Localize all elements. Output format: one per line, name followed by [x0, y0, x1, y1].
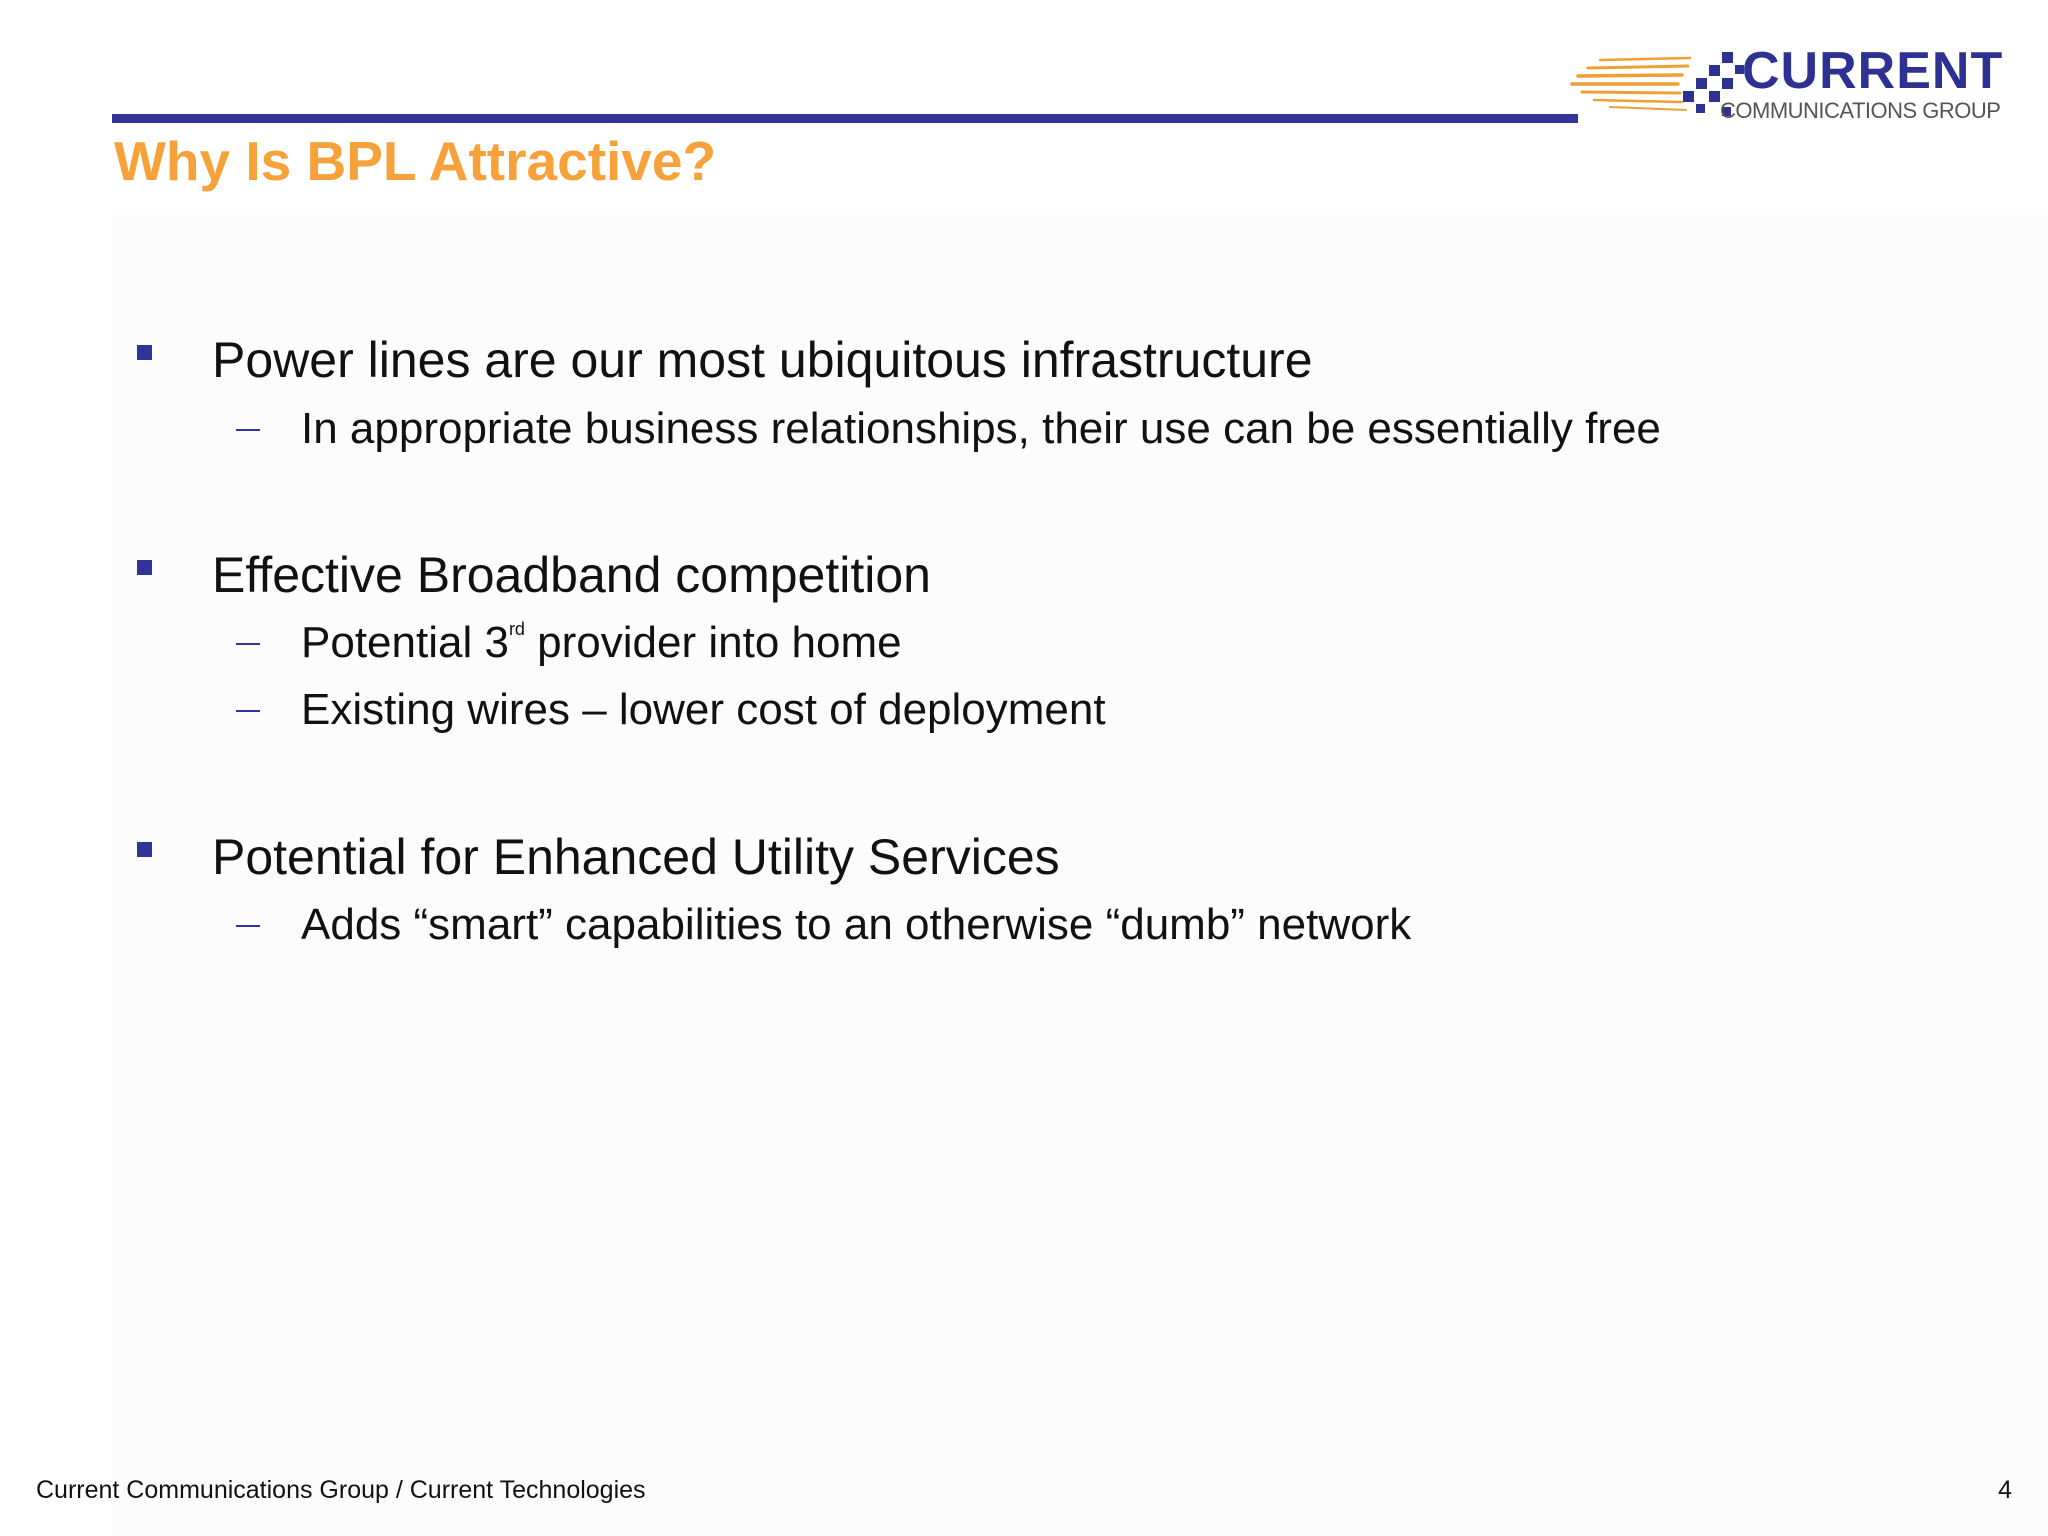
- bullet-item: Potential for Enhanced Utility Services: [212, 829, 1060, 885]
- sub-bullet-dash: [236, 643, 260, 645]
- sub-bullet-item: Existing wires – lower cost of deployment: [301, 685, 1106, 734]
- bullet-marker: [137, 842, 152, 857]
- slide-title: Why Is BPL Attractive?: [114, 130, 717, 192]
- page-number: 4: [1998, 1476, 2012, 1504]
- bullet-item: Power lines are our most ubiquitous infrastructure: [212, 332, 1313, 388]
- bullet-marker: [137, 560, 152, 575]
- sub-bullet-item: In appropriate business relationships, their use can be essentially free: [301, 404, 1661, 453]
- sub-bullet-text: provider into home: [524, 618, 902, 667]
- footer-text: Current Communications Group / Current Technologies: [36, 1476, 646, 1504]
- bullet-item: Effective Broadband competition: [212, 547, 931, 603]
- ordinal-suffix: rd: [508, 619, 525, 639]
- sub-bullet-item: [301, 618, 902, 667]
- sub-bullet-dash: [236, 429, 260, 431]
- sub-bullet-item: Adds “smart” capabilities to an otherwise “dumb” network: [301, 900, 1412, 949]
- sub-bullet-dash: [236, 710, 260, 712]
- logo-wordmark: CURRENT: [1742, 42, 2004, 100]
- sub-bullet-text: Potential 3: [301, 618, 509, 667]
- sub-bullet-dash: [236, 925, 260, 927]
- logo-subtitle: COMMUNICATIONS GROUP: [1720, 98, 2001, 123]
- bullet-marker: [137, 345, 152, 360]
